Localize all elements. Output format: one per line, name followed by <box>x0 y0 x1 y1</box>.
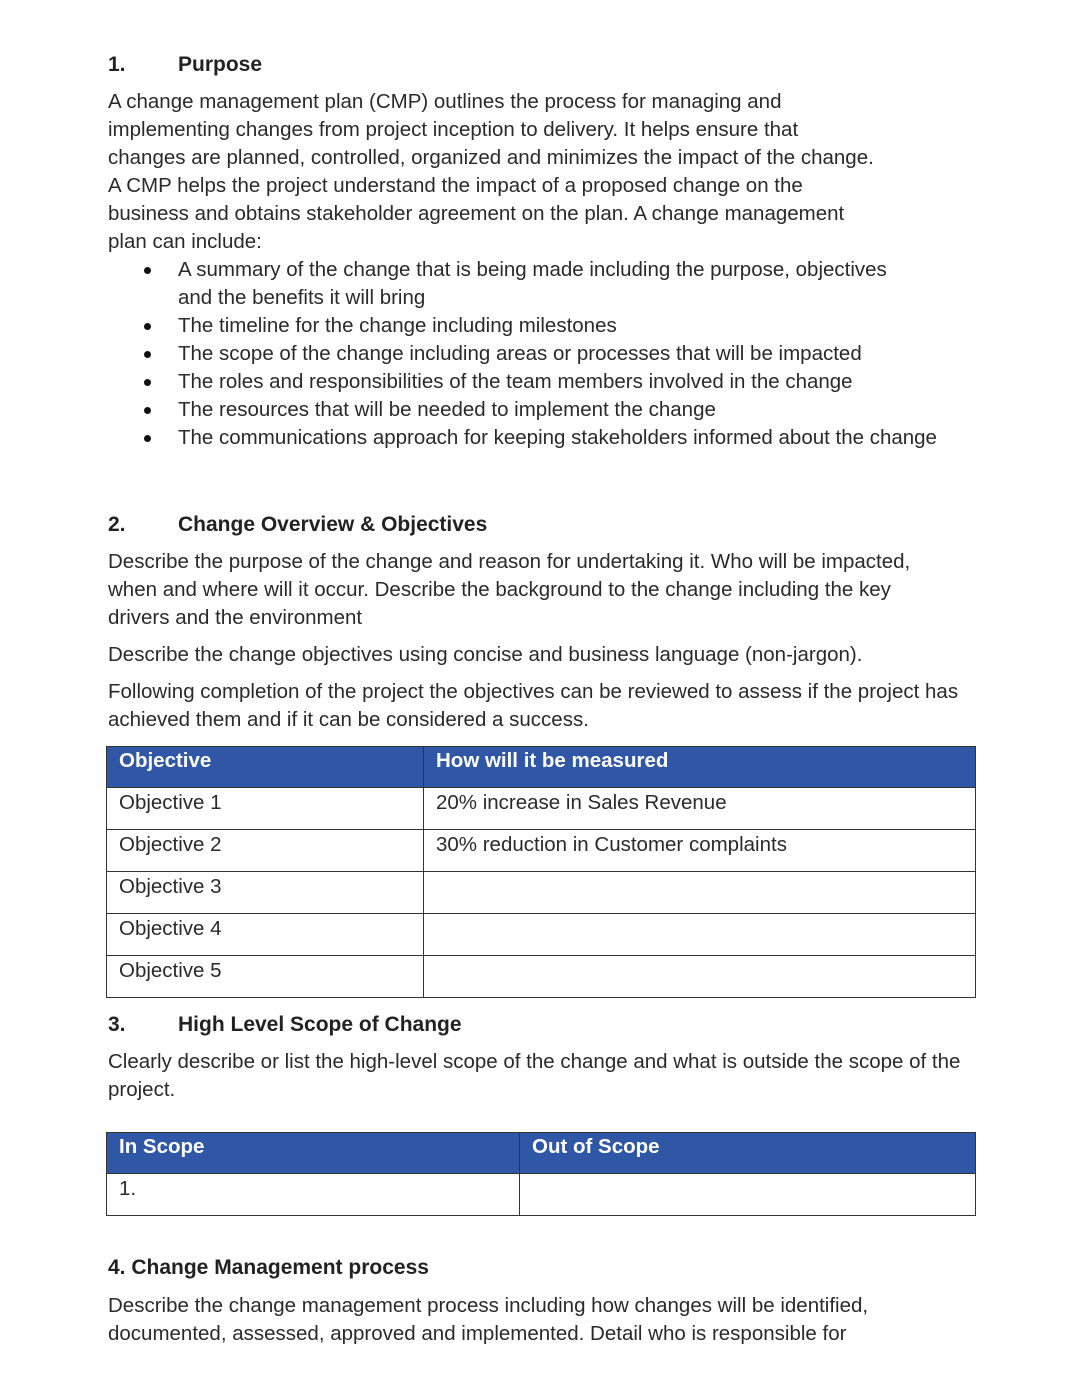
section-4-heading: 4. Change Management process <box>108 1256 429 1279</box>
section-number: 1. <box>108 53 126 76</box>
section-2-heading <box>108 511 487 539</box>
paragraph: Describe the change management process including how changes will be identified, documented, assessed, approved and implemented. Detail who is responsible for <box>108 1294 869 1345</box>
section-4-body <box>108 1292 988 1348</box>
paragraph: Describe the change objectives using concise and business language (non-jargon). <box>108 643 863 666</box>
cell: 1. <box>107 1174 520 1216</box>
table-row <box>107 1174 976 1216</box>
objectives-table <box>106 746 976 998</box>
section-3-body <box>108 1048 968 1104</box>
cell: Objective 2 <box>107 830 424 872</box>
section-title: Purpose <box>178 53 263 76</box>
list-item: The resources that will be needed to implement the change <box>178 396 978 424</box>
list-item: The timeline for the change including milestones <box>178 312 978 340</box>
list-item: The communications approach for keeping stakeholders informed about the change <box>178 424 968 452</box>
cell: Objective 3 <box>107 872 424 914</box>
cell <box>520 1174 976 1216</box>
section-2-body <box>108 548 959 734</box>
section-1-body <box>108 88 988 452</box>
table-row <box>107 830 976 872</box>
cell: Objective 1 <box>107 788 424 830</box>
list-item: The roles and responsibilities of the team members involved in the change <box>178 368 978 396</box>
section-title: Change Overview & Objectives <box>178 513 488 536</box>
cell: 20% increase in Sales Revenue <box>424 788 976 830</box>
column-header: How will it be measured <box>424 747 976 788</box>
column-header: Objective <box>107 747 424 788</box>
section-3-heading <box>108 1011 462 1039</box>
paragraph: A change management plan (CMP) outlines the process for managing and implementing changes from project inception to delivery. It helps ensure that changes are planned, controlled, organized and minimizes the impact of the change. A CMP helps the project understand the impact of a proposed change on the business and obtains stakeholder agreement on the plan. A change management plan can include: <box>108 90 874 253</box>
table-row <box>107 914 976 956</box>
cell: 30% reduction in Customer complaints <box>424 830 976 872</box>
paragraph: Describe the purpose of the change and reason for undertaking it. Who will be impacted, when and where will it occur. Describe the background to the change including the key drivers and the environment <box>108 550 911 629</box>
cell <box>424 956 976 998</box>
section-title: High Level Scope of Change <box>178 1013 462 1036</box>
list-item: A summary of the change that is being made including the purpose, objectives and the benefits it will bring <box>178 256 898 312</box>
table-row <box>107 956 976 998</box>
section-number: 2. <box>108 513 126 536</box>
table-row <box>107 872 976 914</box>
list-item: The scope of the change including areas or processes that will be impacted <box>178 340 978 368</box>
cell <box>424 914 976 956</box>
paragraph: Following completion of the project the objectives can be reviewed to assess if the project has achieved them and if it can be considered a success. <box>108 680 959 731</box>
section-1-heading <box>108 51 262 79</box>
scope-table <box>106 1132 976 1216</box>
cell <box>424 872 976 914</box>
section-number: 3. <box>108 1013 126 1036</box>
table-row <box>107 788 976 830</box>
column-header: Out of Scope <box>520 1133 976 1174</box>
cell: Objective 5 <box>107 956 424 998</box>
bullet-list <box>108 256 978 452</box>
cell: Objective 4 <box>107 914 424 956</box>
column-header: In Scope <box>107 1133 520 1174</box>
paragraph: Clearly describe or list the high-level scope of the change and what is outside the scope of the project. <box>108 1050 961 1101</box>
